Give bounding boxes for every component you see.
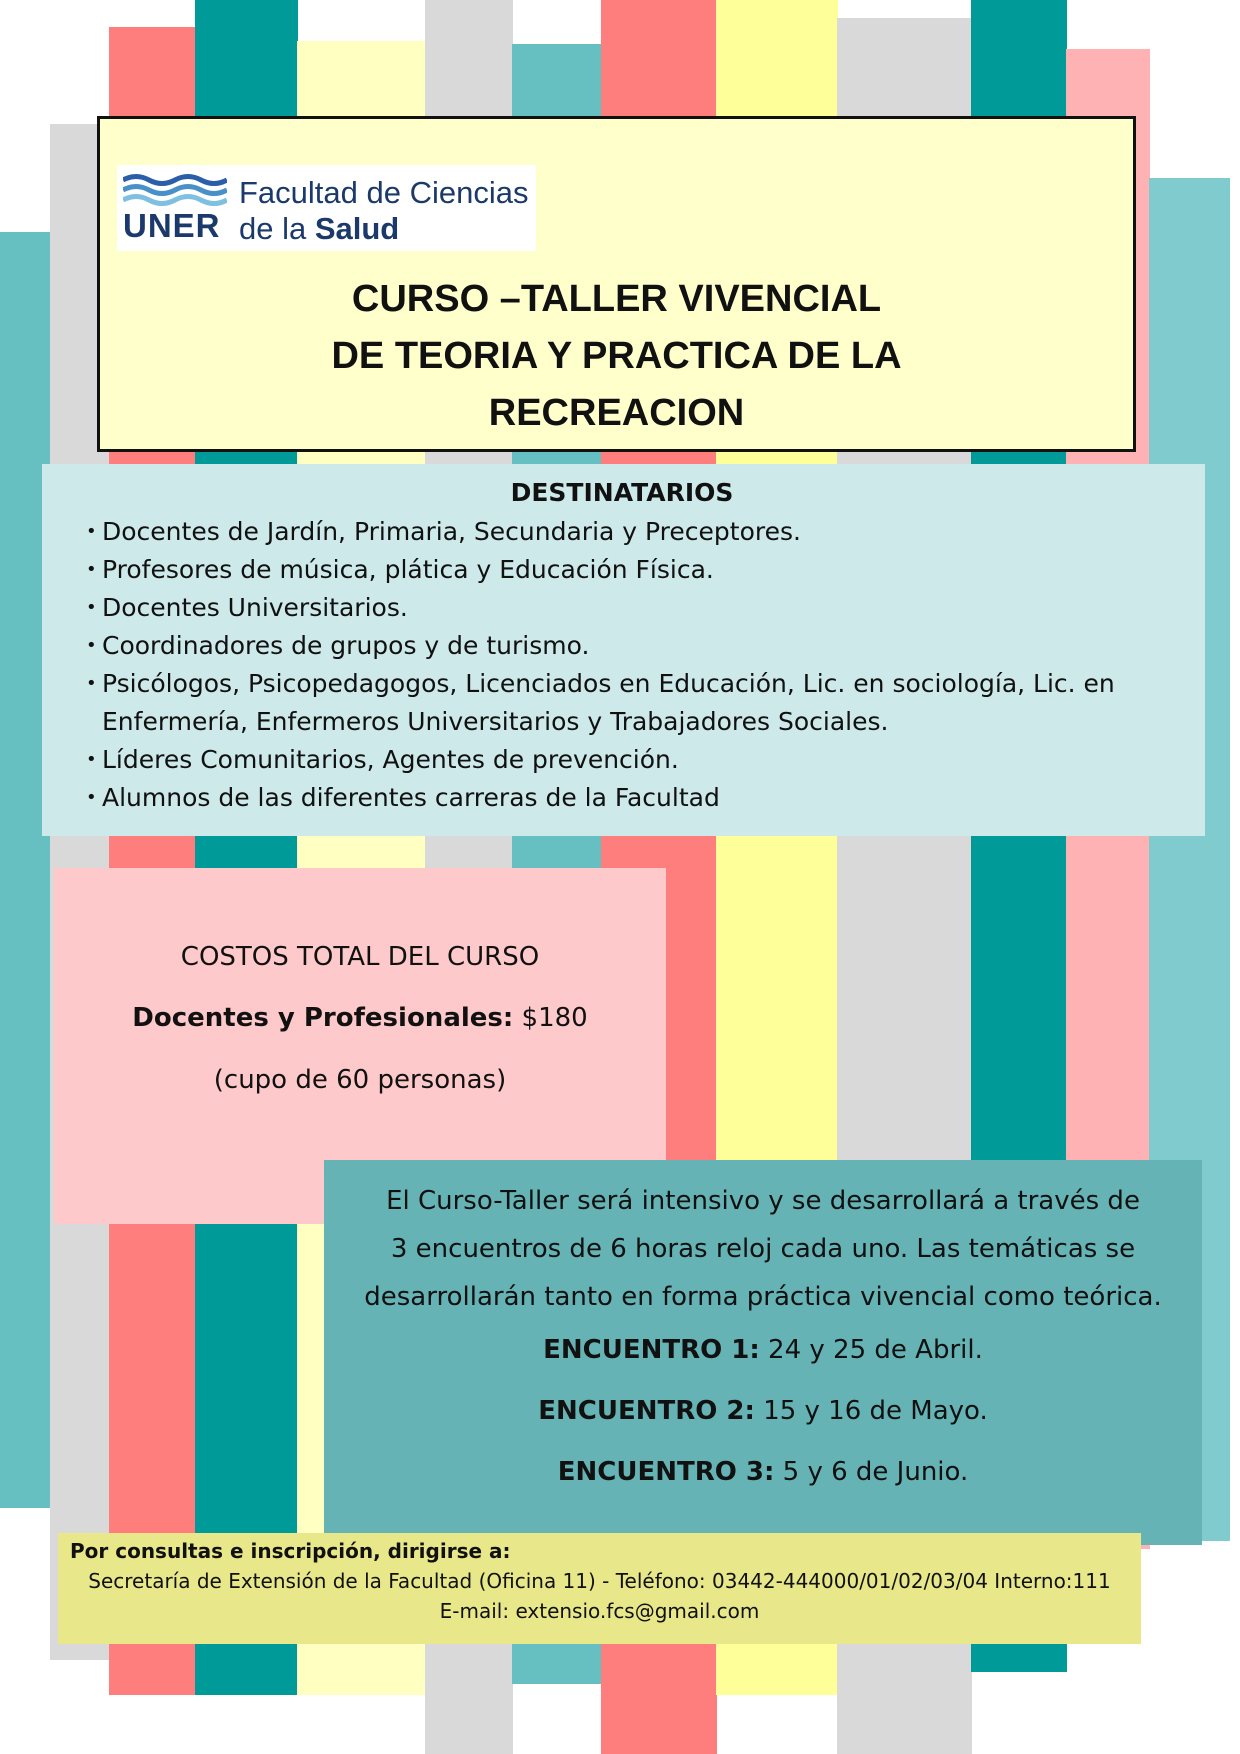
waves-icon bbox=[123, 173, 227, 207]
costos-title: COSTOS TOTAL DEL CURSO bbox=[180, 942, 540, 972]
encuentro-date: 15 y 16 de Mayo. bbox=[763, 1396, 988, 1426]
info-box bbox=[324, 1160, 1202, 1545]
bullet-icon: • bbox=[86, 787, 97, 808]
header-box bbox=[97, 116, 1136, 452]
bullet-icon: • bbox=[86, 673, 97, 694]
encuentro-3 bbox=[324, 1457, 1202, 1487]
bullet-icon: • bbox=[86, 749, 97, 770]
costos-label: Docentes y Profesionales: bbox=[132, 1003, 514, 1033]
contact-email[interactable]: E-mail: extensio.fcs@gmail.com bbox=[439, 1599, 760, 1623]
bullet-icon: • bbox=[86, 597, 97, 618]
logo-line2-prefix: de la bbox=[239, 211, 315, 246]
contact-address-phone: Secretaría de Extensión de la Facultad (Oficina 11) - Teléfono: 03442-444000/01/02/03/04 Interno:111 bbox=[88, 1569, 1111, 1593]
encuentro-2 bbox=[324, 1396, 1202, 1426]
list-item: • Coordinadores de grupos y de turismo. bbox=[102, 627, 1202, 665]
title-line1: CURSO –TALLER VIVENCIAL bbox=[351, 278, 882, 320]
uner-logo bbox=[117, 165, 536, 251]
list-item: • Docentes Universitarios. bbox=[102, 589, 1202, 627]
encuentro-date: 24 y 25 de Abril. bbox=[768, 1335, 983, 1365]
logo-acronym: UNER bbox=[123, 207, 221, 244]
costos-price-line bbox=[54, 1003, 666, 1033]
info-description bbox=[334, 1177, 1192, 1321]
list-item: • Alumnos de las diferentes carreras de la Facultad bbox=[102, 779, 1202, 817]
logo-line1: Facultad de Ciencias bbox=[239, 175, 529, 210]
encuentro-date: 5 y 6 de Junio. bbox=[782, 1457, 969, 1487]
stripe-light-teal-left bbox=[0, 232, 52, 1508]
list-item: • Líderes Comunitarios, Agentes de prevención. bbox=[102, 741, 1202, 779]
logo-line2-bold: Salud bbox=[314, 211, 400, 246]
info-line1: El Curso-Taller será intensivo y se desarrollará a través de bbox=[386, 1186, 1140, 1216]
contact-heading: Por consultas e inscripción, dirigirse a: bbox=[70, 1539, 511, 1563]
logo-faculty-name bbox=[239, 175, 529, 247]
title-line3: RECREACION bbox=[488, 392, 745, 434]
info-line3: desarrollarán tanto en forma práctica vivencial como teórica. bbox=[364, 1282, 1162, 1312]
logo-line2 bbox=[239, 211, 529, 247]
costos-cupo: (cupo de 60 personas) bbox=[213, 1065, 507, 1095]
info-line2: 3 encuentros de 6 horas reloj cada uno. Las temáticas se bbox=[390, 1234, 1136, 1264]
list-item-continuation: Enfermería, Enfermeros Universitarios y Trabajadores Sociales. bbox=[102, 707, 889, 736]
encuentro-label: ENCUENTRO 2: bbox=[538, 1396, 755, 1426]
destinatarios-box bbox=[42, 464, 1205, 836]
contact-box bbox=[58, 1533, 1141, 1644]
page-title bbox=[100, 271, 1133, 442]
bullet-icon: • bbox=[86, 559, 97, 580]
list-item: • Psicólogos, Psicopedagogos, Licenciados en Educación, Lic. en sociología, Lic. en bbox=[102, 665, 1202, 703]
list-item: • Docentes de Jardín, Primaria, Secundaria y Preceptores. bbox=[102, 513, 1202, 551]
list-item: • Profesores de música, plática y Educación Física. bbox=[102, 551, 1202, 589]
bullet-icon: • bbox=[86, 521, 97, 542]
title-line2: DE TEORIA Y PRACTICA DE LA bbox=[331, 335, 902, 377]
costos-price: $180 bbox=[521, 1003, 588, 1033]
destinatarios-list bbox=[86, 513, 1202, 817]
encuentro-label: ENCUENTRO 1: bbox=[543, 1335, 760, 1365]
bullet-icon: • bbox=[86, 635, 97, 656]
destinatarios-heading: DESTINATARIOS bbox=[510, 478, 734, 507]
encuentro-1 bbox=[324, 1335, 1202, 1365]
encuentro-label: ENCUENTRO 3: bbox=[557, 1457, 775, 1487]
